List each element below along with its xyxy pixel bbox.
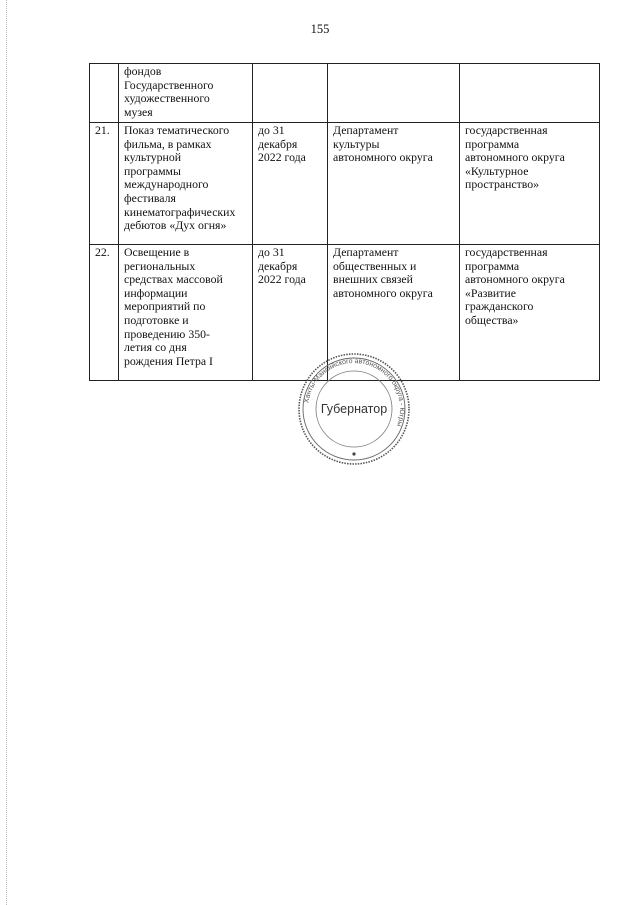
program-cell (460, 64, 600, 123)
event-cell: фондов Государственного художественного музея (119, 64, 253, 123)
stamp-dot (352, 452, 355, 455)
program-cell: государственная программа автономного округа «Культурное пространство» (460, 123, 600, 245)
stamp-center-text: Губернатор (320, 402, 388, 416)
table-row (90, 64, 600, 123)
executor-cell: Департамент общественных и внешних связей автономного округа (328, 245, 460, 381)
page-number: 155 (310, 22, 330, 36)
governor-stamp (288, 352, 420, 466)
executor-cell (328, 64, 460, 123)
row-number-cell: 22. (90, 245, 119, 381)
deadline-cell: до 31 декабря 2022 года (253, 245, 328, 381)
event-cell: Освещение в региональных средствах массовой информации мероприятий по подготовке и проведению 350- летия со дня рождения Петра I (119, 245, 253, 381)
table-row (90, 123, 600, 245)
event-cell: Показ тематического фильма, в рамках культурной программы международного фестиваля кинематографических дебютов «Дух огня» (119, 123, 253, 245)
program-cell: государственная программа автономного округа «Развитие гражданского общества» (460, 245, 600, 381)
deadline-cell (253, 64, 328, 123)
executor-cell: Департамент культуры автономного округа (328, 123, 460, 245)
row-number-cell (90, 64, 119, 123)
stamp-ring-text: Ханты-Мансийского автономного округа - Югры (303, 357, 406, 428)
events-table (89, 63, 600, 381)
deadline-cell: до 31 декабря 2022 года (253, 123, 328, 245)
left-margin-dotted-line (6, 0, 7, 905)
row-number-cell: 21. (90, 123, 119, 245)
